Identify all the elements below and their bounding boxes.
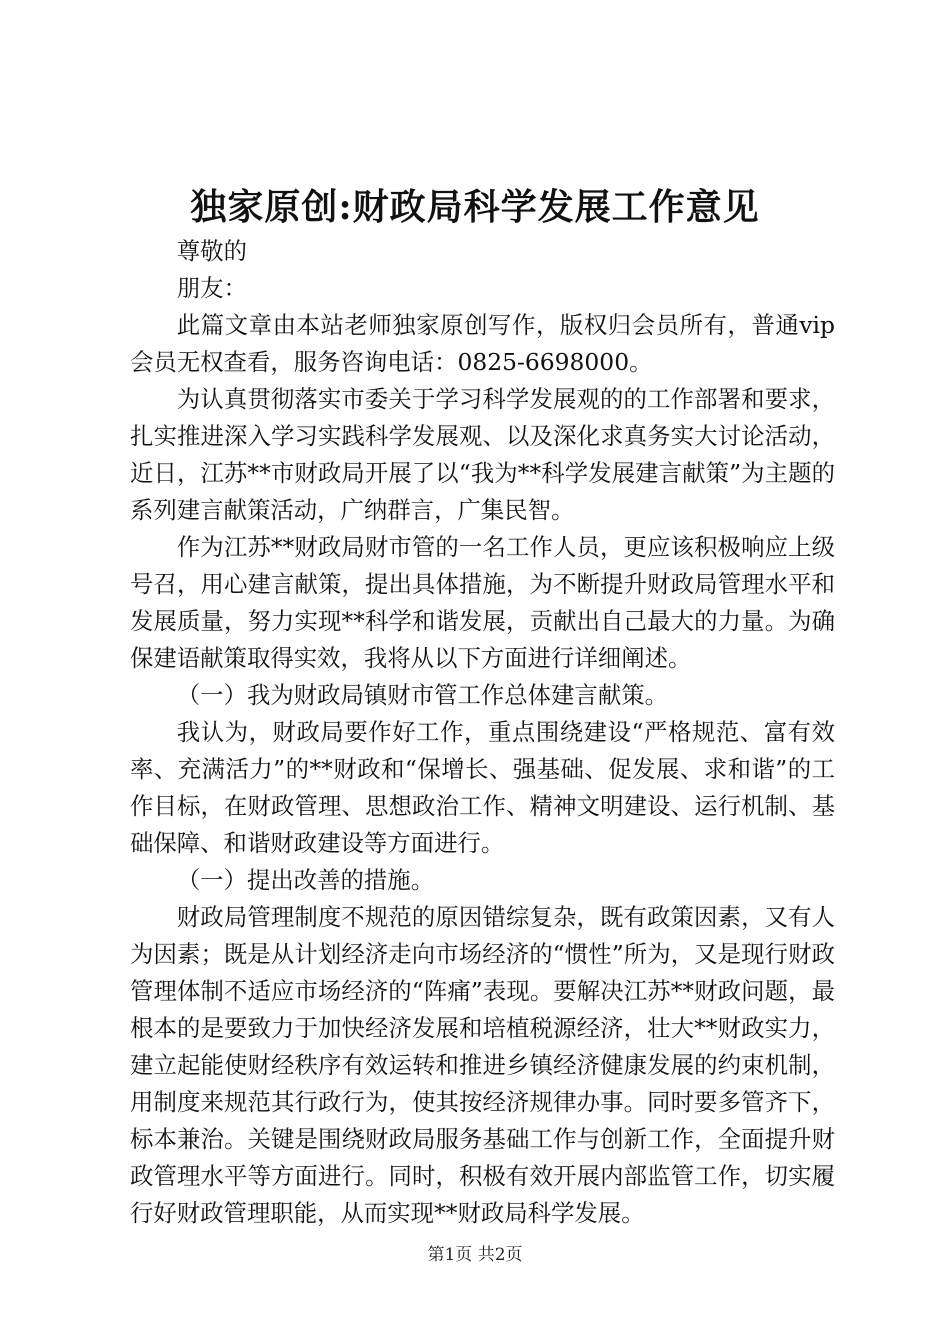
document-title: 独家原创:财政局科学发展工作意见	[190, 186, 760, 228]
paragraph-role: 作为江苏**财政局财市管的一名工作人员，更应该积极响应上级号召，用心建言献策，提出具体措施，为不断提升财政局管理水平和发展质量，努力实现**科学和谐发展，贡献出自己最大的力量。为确保建语献策取得实效，我将从以下方面进行详细阐述。	[130, 533, 835, 672]
document-body	[130, 233, 835, 1232]
salutation-line-1: 尊敬的	[176, 237, 247, 265]
paragraph-measures: 财政局管理制度不规范的原因错综复杂，既有政策因素，又有人为因素；既是从计划经济走向市场经济的“惯性”所为，又是现行财政管理体制不适应市场经济的“阵痛”表现。要解决江苏**财政问题，最根本的是要致力于加快经济发展和培植税源经济，壮大**财政实力，建立起能使财经秩序有效运转和推进乡镇经济健康发展的约束机制，用制度来规范其行政行为，使其按经济规律办事。同时要多管齐下，标本兼治。关键是围绕财政局服务基础工作与创新工作，全面提升财政管理水平等方面进行。同时，积极有效开展内部监管工作，切实履行好财政管理职能，从而实现**财政局科学发展。	[130, 903, 835, 1227]
paragraph-intro: 为认真贯彻落实市委关于学习科学发展观的的工作部署和要求，扎实推进深入学习实践科学发展观、以及深化求真务实大讨论活动，近日，江苏**市财政局开展了以“我为**科学发展建言献策”为主题的系列建言献策活动，广纳群言，广集民智。	[130, 385, 835, 524]
salutation-line-2: 朋友：	[176, 274, 247, 302]
page-number-footer: 第1页 共2页	[427, 1245, 523, 1265]
section-heading-2: （一）提出改善的措施。	[176, 866, 435, 894]
paragraph-opinion: 我认为，财政局要作好工作，重点围绕建设“严格规范、富有效率、充满活力”的**财政和“保增长、强基础、促发展、求和谐”的工作目标，在财政管理、思想政治工作、精神文明建设、运行机制、基础保障、和谐财政建设等方面进行。	[130, 718, 835, 857]
section-heading-1: （一）我为财政局镇财市管工作总体建言献策。	[176, 681, 668, 709]
copyright-notice: 此篇文章由本站老师独家原创写作，版权归会员所有，普通vip会员无权查看，服务咨询电话：0825-6698000。	[130, 311, 835, 376]
